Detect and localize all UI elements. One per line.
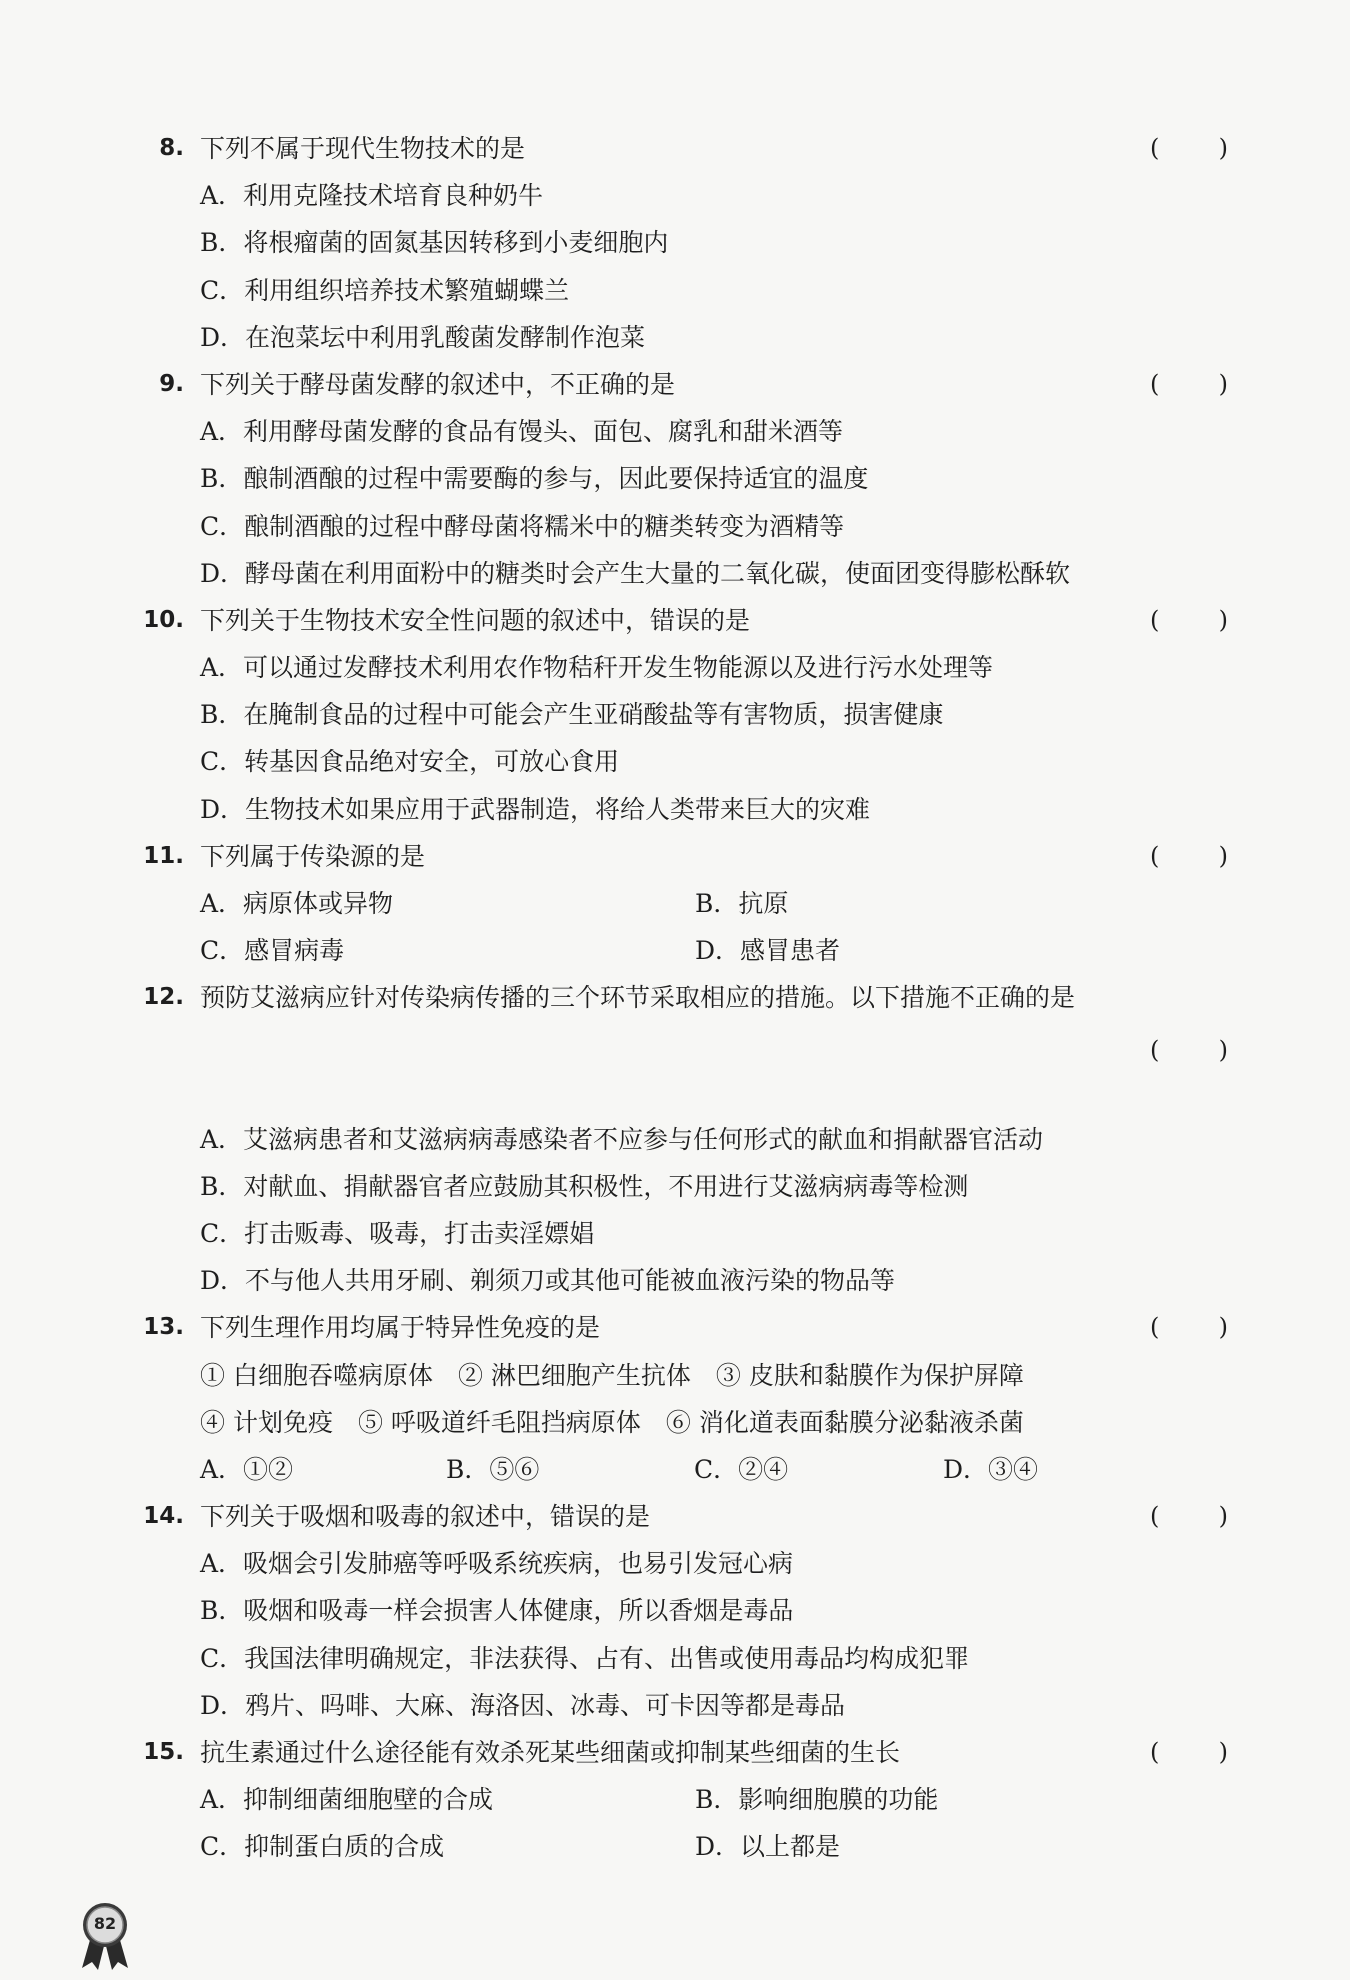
question-8-option-d: D．在泡菜坛中利用乳酸菌发酵制作泡菜 bbox=[200, 322, 646, 352]
question-9-option-c: C．酿制酒酿的过程中酵母菌将糯米中的糖类转变为酒精等 bbox=[200, 511, 845, 541]
right-paren: ) bbox=[1218, 1035, 1228, 1064]
question-13-items-line-1: ① 白细胞吞噬病原体 ② 淋巴细胞产生抗体 ③ 皮肤和黏膜作为保护屏障 bbox=[200, 1360, 1024, 1390]
question-13-stem-line bbox=[0, 1304, 1350, 1351]
question-8-option-c: C．利用组织培养技术繁殖蝴蝶兰 bbox=[200, 275, 570, 305]
answer-blank bbox=[1150, 1493, 1228, 1540]
option-a: A．病原体或异物 bbox=[200, 889, 394, 918]
question-15-stem-line bbox=[0, 1729, 1350, 1776]
question-10-option-a: A．可以通过发酵技术利用农作物秸秆开发生物能源以及进行污水处理等 bbox=[200, 653, 994, 683]
question-stem: 抗生素通过什么途径能有效杀死某些细菌或抑制某些细菌的生长 bbox=[200, 1738, 901, 1767]
question-stem: 下列生理作用均属于特异性免疫的是 bbox=[200, 1313, 601, 1343]
question-stem: 下列关于吸烟和吸毒的叙述中，错误的是 bbox=[200, 1502, 651, 1532]
question-15-options-row-1 bbox=[0, 1776, 1350, 1823]
question-13-items-line-2: ④ 计划免疫 ⑤ 呼吸道纤毛阻挡病原体 ⑥ 消化道表面黏膜分泌黏液杀菌 bbox=[200, 1407, 1024, 1437]
question-11-options-row-1 bbox=[0, 880, 1350, 927]
option-d: D．感冒患者 bbox=[695, 936, 841, 966]
right-paren: ) bbox=[1218, 134, 1228, 162]
option-b: B．⑤⑥ bbox=[446, 1454, 540, 1484]
option-c: C．抑制蛋白质的合成 bbox=[200, 1832, 445, 1862]
right-paren: ) bbox=[1218, 369, 1228, 398]
question-13-options-row bbox=[0, 1446, 1350, 1493]
option-c: C．感冒病毒 bbox=[200, 936, 345, 966]
question-list bbox=[0, 125, 1350, 1871]
question-number: 8. bbox=[159, 135, 184, 161]
question-number: 12. bbox=[143, 984, 184, 1011]
question-12-option-d: D．不与他人共用牙刷、剃须刀或其他可能被血液污染的物品等 bbox=[200, 1266, 896, 1296]
question-14-option-b: B．吸烟和吸毒一样会损害人体健康，所以香烟是毒品 bbox=[200, 1596, 794, 1626]
question-stem: 下列属于传染源的是 bbox=[200, 841, 426, 871]
answer-blank bbox=[1150, 125, 1228, 172]
question-number: 9. bbox=[159, 370, 184, 397]
page-number: 82 bbox=[93, 1914, 117, 1933]
option-b: B．影响细胞膜的功能 bbox=[695, 1785, 939, 1815]
spacer bbox=[0, 1078, 1350, 1116]
question-number: 10. bbox=[143, 606, 184, 633]
question-14-stem-line bbox=[0, 1493, 1350, 1540]
option-a: A．抑制细菌细胞壁的合成 bbox=[200, 1785, 494, 1815]
question-11-stem-line bbox=[0, 833, 1350, 880]
option-d: D．③④ bbox=[943, 1454, 1039, 1484]
answer-blank bbox=[1150, 833, 1228, 880]
option-b: B．抗原 bbox=[695, 889, 789, 918]
question-11-options-row-2 bbox=[0, 927, 1350, 974]
page-number-badge bbox=[76, 1902, 134, 1972]
left-paren: ( bbox=[1150, 605, 1160, 634]
question-12-answer-line bbox=[0, 1022, 1350, 1078]
question-8-stem-line bbox=[0, 125, 1350, 172]
question-stem: 下列关于酵母菌发酵的叙述中，不正确的是 bbox=[200, 369, 676, 399]
question-10-option-b: B．在腌制食品的过程中可能会产生亚硝酸盐等有害物质，损害健康 bbox=[200, 700, 944, 730]
answer-blank bbox=[1150, 1022, 1228, 1078]
question-stem: 下列不属于现代生物技术的是 bbox=[200, 134, 526, 163]
right-paren: ) bbox=[1218, 1738, 1228, 1766]
answer-blank bbox=[1150, 597, 1228, 644]
left-paren: ( bbox=[1150, 134, 1160, 162]
option-d: D．以上都是 bbox=[695, 1832, 841, 1862]
right-paren: ) bbox=[1218, 1502, 1228, 1531]
question-9-option-b: B．酿制酒酿的过程中需要酶的参与，因此要保持适宜的温度 bbox=[200, 464, 869, 494]
question-10-option-c: C．转基因食品绝对安全，可放心食用 bbox=[200, 747, 620, 777]
question-8-option-b: B．将根瘤菌的固氮基因转移到小麦细胞内 bbox=[200, 228, 669, 258]
right-paren: ) bbox=[1218, 1313, 1228, 1342]
ribbon-medal-icon bbox=[76, 1902, 134, 1972]
left-paren: ( bbox=[1150, 1313, 1160, 1342]
question-stem: 预防艾滋病应针对传染病传播的三个环节采取相应的措施。以下措施不正确的是 bbox=[200, 983, 1076, 1013]
answer-blank bbox=[1150, 361, 1228, 408]
question-10-option-d: D．生物技术如果应用于武器制造，将给人类带来巨大的灾难 bbox=[200, 794, 871, 824]
question-14-option-a: A．吸烟会引发肺癌等呼吸系统疾病，也易引发冠心病 bbox=[200, 1549, 794, 1579]
question-12-option-a: A．艾滋病患者和艾滋病病毒感染者不应参与任何形式的献血和捐献器官活动 bbox=[200, 1124, 1044, 1154]
question-12-option-c: C．打击贩毒、吸毒，打击卖淫嫖娼 bbox=[200, 1218, 595, 1248]
question-12-stem-line bbox=[0, 974, 1350, 1021]
left-paren: ( bbox=[1150, 1502, 1160, 1531]
question-number: 14. bbox=[143, 1503, 184, 1530]
left-paren: ( bbox=[1150, 1738, 1160, 1766]
option-c: C．②④ bbox=[694, 1454, 789, 1484]
question-9-stem-line bbox=[0, 361, 1350, 408]
question-15-options-row-2 bbox=[0, 1823, 1350, 1870]
question-9-option-d: D．酵母菌在利用面粉中的糖类时会产生大量的二氧化碳，使面团变得膨松酥软 bbox=[200, 558, 1071, 588]
answer-blank bbox=[1150, 1304, 1228, 1351]
option-a: A．①② bbox=[200, 1454, 294, 1484]
question-14-option-d: D．鸦片、吗啡、大麻、海洛因、冰毒、可卡因等都是毒品 bbox=[200, 1690, 846, 1720]
question-number: 13. bbox=[143, 1314, 184, 1341]
question-8-option-a: A．利用克隆技术培育良种奶牛 bbox=[200, 181, 544, 211]
question-9-option-a: A．利用酵母菌发酵的食品有馒头、面包、腐乳和甜米酒等 bbox=[200, 417, 844, 447]
left-paren: ( bbox=[1150, 1035, 1160, 1064]
question-stem: 下列关于生物技术安全性问题的叙述中，错误的是 bbox=[200, 605, 751, 635]
question-12-option-b: B．对献血、捐献器官者应鼓励其积极性，不用进行艾滋病病毒等检测 bbox=[200, 1171, 969, 1201]
left-paren: ( bbox=[1150, 369, 1160, 398]
answer-blank bbox=[1150, 1729, 1228, 1776]
right-paren: ) bbox=[1218, 605, 1228, 634]
question-number: 11. bbox=[143, 842, 184, 869]
question-10-stem-line bbox=[0, 597, 1350, 644]
right-paren: ) bbox=[1218, 841, 1228, 870]
left-paren: ( bbox=[1150, 841, 1160, 870]
question-14-option-c: C．我国法律明确规定，非法获得、占有、出售或使用毒品均构成犯罪 bbox=[200, 1643, 970, 1673]
question-number: 15. bbox=[143, 1739, 184, 1765]
